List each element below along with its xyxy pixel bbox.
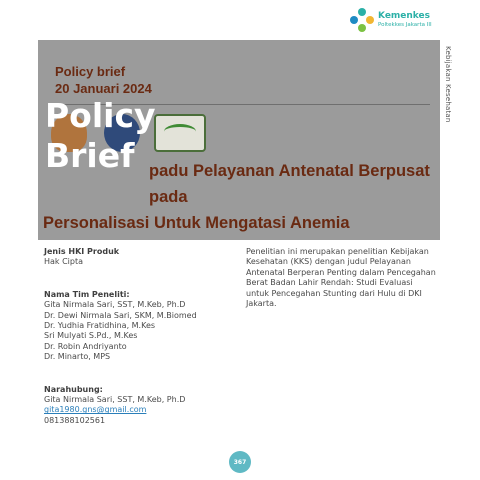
logo-name: Kemenkes: [378, 10, 431, 21]
researcher-item: Gita Nirmala Sari, SST, M.Keb, Ph.D: [44, 300, 186, 310]
section-side-label: Kebijakan Kesehatan: [444, 46, 452, 123]
heading-line-2: Brief: [45, 136, 135, 175]
institution-seal-3-icon: [154, 114, 206, 152]
policy-brief-heading: [45, 96, 156, 176]
researcher-item: Dr. Minarto, MPS: [44, 352, 111, 362]
researcher-item: Dr. Dewi Nirmala Sari, SKM, M.Biomed: [44, 310, 197, 320]
researcher-list: [44, 300, 234, 362]
hero-image: [38, 40, 440, 240]
research-description: Penelitian ini merupakan penelitian Kebijakan Kesehatan (KKS) dengan judul Pelayanan Antenatal Berperan Penting dalam Pencegahan Berat Badan Lahir Rendah: Studi Evaluasi untuk Pencegahan Stunting dari Hulu di DKI Jakarta.: [246, 247, 436, 309]
hki-label: Jenis HKI Produk: [44, 247, 120, 256]
document-title-line-1: padu Pelayanan Antenatal Berpusat pada: [149, 162, 430, 206]
contact-label: Narahubung:: [44, 384, 103, 394]
kemenkes-logo-icon: [350, 8, 374, 32]
contact-name: Gita Nirmala Sari, SST, M.Keb, Ph.D: [44, 395, 186, 405]
hki-value: Hak Cipta: [44, 257, 84, 267]
page-number-badge: 367: [229, 451, 251, 473]
sheet-title: Policy brief: [55, 64, 126, 79]
contact-email-link[interactable]: gita1980.gns@gmail.com: [44, 405, 147, 415]
contact-phone: 081388102561: [44, 415, 106, 425]
kemenkes-logo: [350, 8, 432, 32]
sheet-date: 20 Januari 2024: [55, 81, 152, 96]
heading-line-1: Policy: [45, 96, 156, 135]
researcher-item: Dr. Yudhia Fratidhina, M.Kes: [44, 321, 156, 331]
researcher-item: Sri Mulyati S.Pd., M.Kes: [44, 331, 138, 341]
logo-subtitle: Poltekkes Jakarta III: [378, 21, 432, 28]
document-title-line-2: Personalisasi Untuk Mengatasi Anemia: [43, 214, 350, 232]
researcher-item: Dr. Robin Andriyanto: [44, 341, 127, 351]
team-label: Nama Tim Peneliti:: [44, 289, 130, 299]
product-info: [44, 247, 234, 426]
